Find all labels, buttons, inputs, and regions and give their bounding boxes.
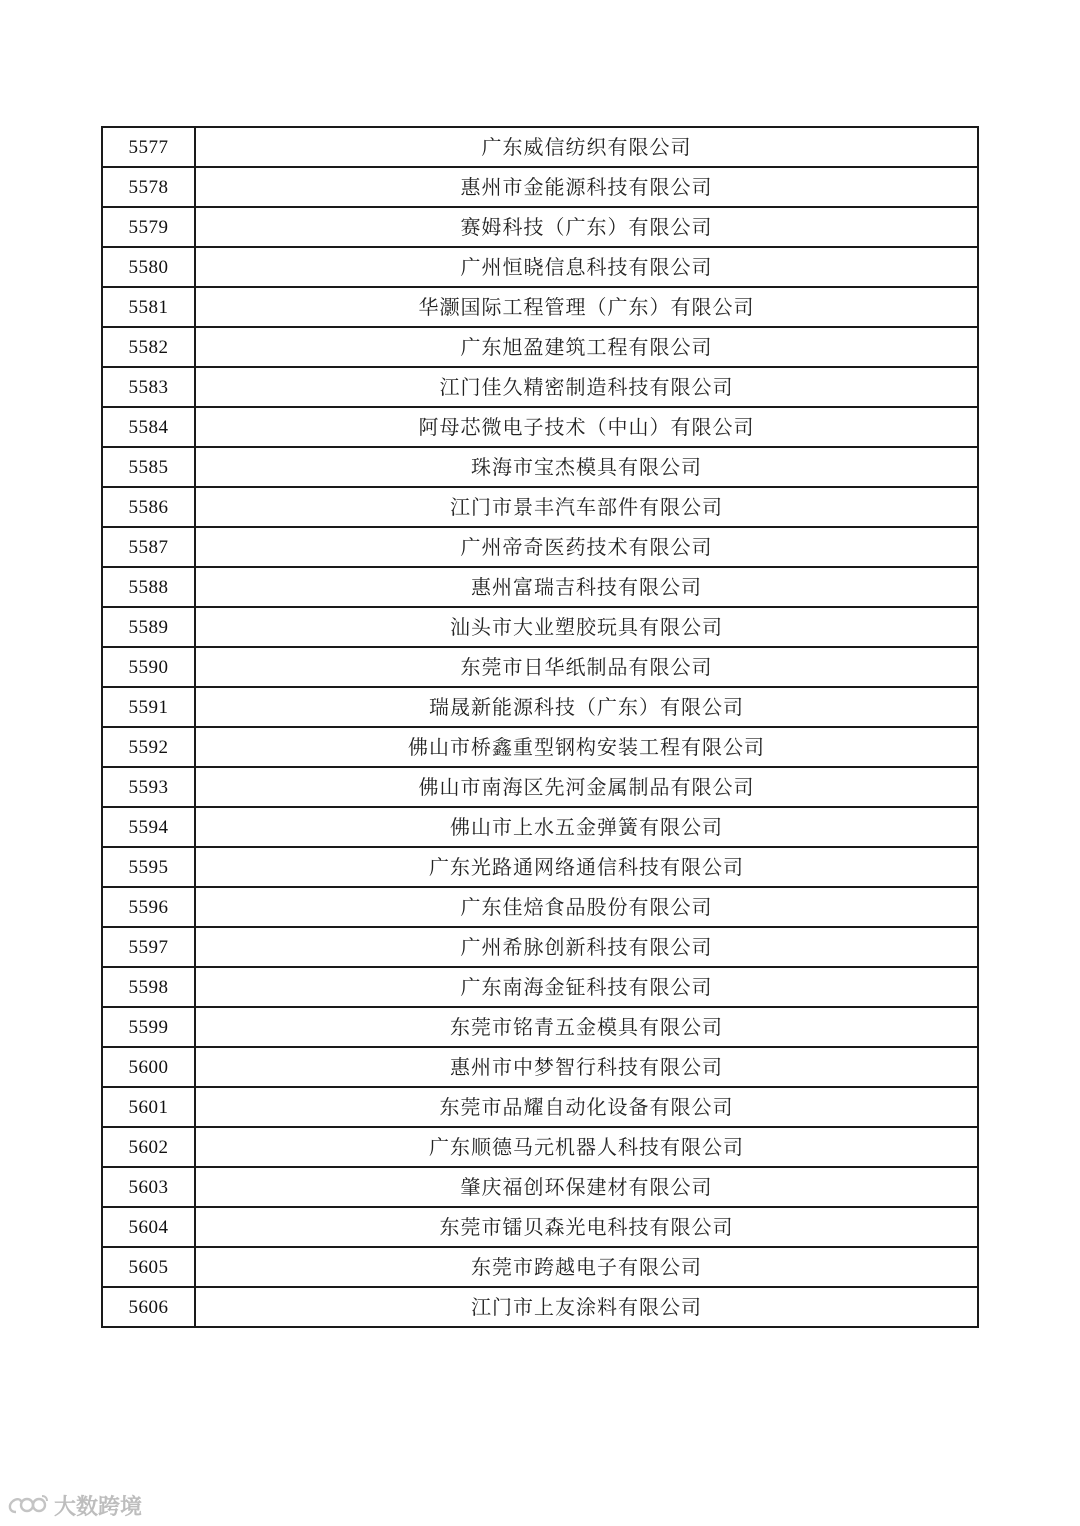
table-row [102, 167, 978, 207]
company-name: 广州帝奇医药技术有限公司 [195, 527, 978, 567]
company-name: 江门佳久精密制造科技有限公司 [195, 367, 978, 407]
row-number: 5596 [102, 887, 195, 927]
weibo-logo-icon [6, 1492, 50, 1518]
table-row [102, 287, 978, 327]
company-name: 广东威信纺织有限公司 [195, 127, 978, 167]
table-row [102, 1047, 978, 1087]
table-row [102, 1007, 978, 1047]
row-number: 5589 [102, 607, 195, 647]
row-number: 5604 [102, 1207, 195, 1247]
table-row [102, 767, 978, 807]
table-row [102, 847, 978, 887]
row-number: 5587 [102, 527, 195, 567]
company-name: 广东佳焙食品股份有限公司 [195, 887, 978, 927]
table-body [102, 127, 978, 1327]
company-name: 东莞市日华纸制品有限公司 [195, 647, 978, 687]
row-number: 5602 [102, 1127, 195, 1167]
row-number: 5591 [102, 687, 195, 727]
watermark-text: 大数跨境 [54, 1494, 143, 1520]
row-number: 5583 [102, 367, 195, 407]
row-number: 5584 [102, 407, 195, 447]
row-number: 5581 [102, 287, 195, 327]
table-row [102, 1167, 978, 1207]
table-row [102, 567, 978, 607]
row-number: 5586 [102, 487, 195, 527]
table-row [102, 607, 978, 647]
table-row [102, 447, 978, 487]
company-name: 广州恒晓信息科技有限公司 [195, 247, 978, 287]
table-row [102, 647, 978, 687]
watermark [6, 1490, 142, 1520]
row-number: 5588 [102, 567, 195, 607]
company-list-table [101, 126, 979, 1328]
company-name: 华灏国际工程管理（广东）有限公司 [195, 287, 978, 327]
row-number: 5593 [102, 767, 195, 807]
table-row [102, 727, 978, 767]
company-name: 广东顺德马元机器人科技有限公司 [195, 1127, 978, 1167]
row-number: 5601 [102, 1087, 195, 1127]
table-row [102, 887, 978, 927]
table-row [102, 1287, 978, 1327]
row-number: 5580 [102, 247, 195, 287]
row-number: 5579 [102, 207, 195, 247]
company-name: 汕头市大业塑胶玩具有限公司 [195, 607, 978, 647]
row-number: 5582 [102, 327, 195, 367]
table-row [102, 1127, 978, 1167]
row-number: 5605 [102, 1247, 195, 1287]
table-row [102, 367, 978, 407]
table-row [102, 807, 978, 847]
company-name: 肇庆福创环保建材有限公司 [195, 1167, 978, 1207]
row-number: 5600 [102, 1047, 195, 1087]
table-row [102, 327, 978, 367]
table-row [102, 1247, 978, 1287]
company-name: 惠州富瑞吉科技有限公司 [195, 567, 978, 607]
table-row [102, 407, 978, 447]
company-name: 瑞晟新能源科技（广东）有限公司 [195, 687, 978, 727]
row-number: 5577 [102, 127, 195, 167]
row-number: 5606 [102, 1287, 195, 1327]
company-name: 惠州市中梦智行科技有限公司 [195, 1047, 978, 1087]
table-row [102, 1207, 978, 1247]
company-name: 佛山市上水五金弹簧有限公司 [195, 807, 978, 847]
company-name: 广东旭盈建筑工程有限公司 [195, 327, 978, 367]
table-row [102, 247, 978, 287]
row-number: 5592 [102, 727, 195, 767]
company-name: 广州希脉创新科技有限公司 [195, 927, 978, 967]
company-name: 东莞市跨越电子有限公司 [195, 1247, 978, 1287]
row-number: 5598 [102, 967, 195, 1007]
table-row [102, 527, 978, 567]
company-name: 佛山市桥鑫重型钢构安装工程有限公司 [195, 727, 978, 767]
table-row [102, 1087, 978, 1127]
row-number: 5594 [102, 807, 195, 847]
company-name: 江门市景丰汽车部件有限公司 [195, 487, 978, 527]
company-name: 广东南海金钲科技有限公司 [195, 967, 978, 1007]
company-name: 广东光路通网络通信科技有限公司 [195, 847, 978, 887]
row-number: 5597 [102, 927, 195, 967]
company-name: 阿母芯微电子技术（中山）有限公司 [195, 407, 978, 447]
table-row [102, 487, 978, 527]
row-number: 5595 [102, 847, 195, 887]
table-row [102, 927, 978, 967]
row-number: 5585 [102, 447, 195, 487]
table-row [102, 127, 978, 167]
row-number: 5590 [102, 647, 195, 687]
row-number: 5578 [102, 167, 195, 207]
company-name: 东莞市镭贝森光电科技有限公司 [195, 1207, 978, 1247]
company-name: 东莞市铭青五金模具有限公司 [195, 1007, 978, 1047]
table-row [102, 967, 978, 1007]
company-name: 江门市上友涂料有限公司 [195, 1287, 978, 1327]
company-name: 珠海市宝杰模具有限公司 [195, 447, 978, 487]
table-row [102, 207, 978, 247]
company-name: 佛山市南海区先河金属制品有限公司 [195, 767, 978, 807]
table-row [102, 687, 978, 727]
row-number: 5603 [102, 1167, 195, 1207]
company-name: 赛姆科技（广东）有限公司 [195, 207, 978, 247]
company-name: 惠州市金能源科技有限公司 [195, 167, 978, 207]
row-number: 5599 [102, 1007, 195, 1047]
company-name: 东莞市品耀自动化设备有限公司 [195, 1087, 978, 1127]
